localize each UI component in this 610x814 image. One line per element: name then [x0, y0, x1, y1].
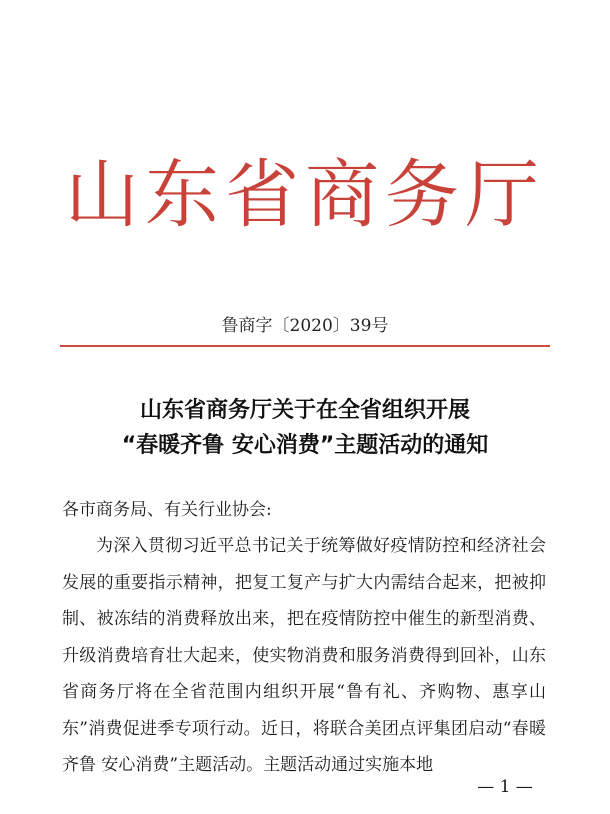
- agency-header: 山东省商务厅: [65, 152, 545, 238]
- page-number: — 1 —: [477, 777, 533, 797]
- salutation: 各市商务局、有关行业协会:: [62, 500, 272, 520]
- body-paragraph: 为深入贯彻习近平总书记关于统筹做好疫情防控和经济社会发展的重要指示精神，把复工复产与扩大内需结合起来，把被抑制、被冻结的消费释放出来，把在疫情防控中催生的新型消费、升级消费培育壮大起来，使实物消费和服务消费得到回补，山东省商务厅将在全省范围内组织开展“鲁有礼、齐购物、惠享山东”消费促进季专项行动。近日，将联合美团点评集团启动“春暖齐鲁 安心消费”主题活动。主题活动通过实施本地: [62, 536, 546, 775]
- document-title-line-2: “春暖齐鲁 安心消费”主题活动的通知: [121, 433, 489, 458]
- document-number: 鲁商字〔2020〕39号: [221, 316, 389, 336]
- document-title-line-1: 山东省商务厅关于在全省组织开展: [139, 398, 470, 423]
- red-divider: [60, 345, 550, 347]
